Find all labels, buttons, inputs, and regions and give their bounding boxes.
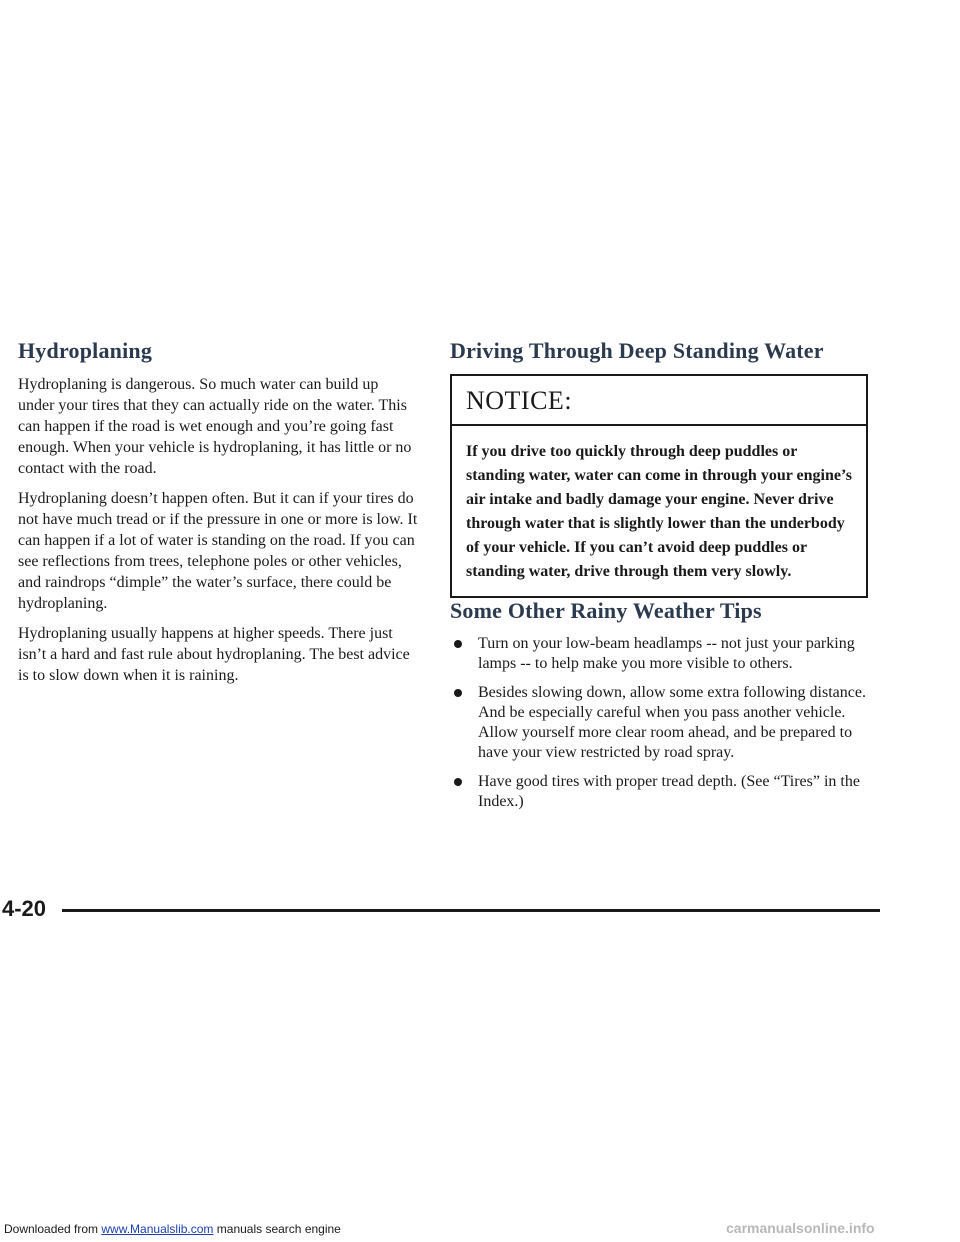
- hydroplaning-heading: Hydroplaning: [18, 338, 153, 363]
- list-item: [450, 772, 870, 812]
- download-suffix: manuals search engine: [213, 1222, 341, 1236]
- notice-body: If you drive too quickly through deep puddles or standing water, water can come in through your engine’s air intake and badly damage your engine. Never drive through water that is slightly lower than the underbody of your vehicle. If you can’t avoid deep puddles or standing water, drive through them very slowly.: [466, 443, 852, 580]
- download-source-line: [4, 1222, 341, 1236]
- notice-box: [450, 374, 868, 598]
- footer-rule: [62, 909, 880, 912]
- tip-text: Turn on your low-beam headlamps -- not just your parking lamps -- to help make you more visible to others.: [478, 635, 855, 672]
- bullet-icon: [454, 640, 462, 648]
- rainy-tips-heading: Some Other Rainy Weather Tips: [450, 598, 762, 623]
- page-number: 4-20: [2, 896, 47, 921]
- tip-text: Have good tires with proper tread depth. (See “Tires” in the Index.): [478, 773, 860, 810]
- tips-list: [450, 634, 870, 812]
- right-column: [450, 338, 870, 821]
- tip-text: Besides slowing down, allow some extra following distance. And be especially careful when you pass another vehicle. Allow yourself more clear room ahead, and be prepared to have your view restricted by road spray.: [478, 684, 866, 761]
- bullet-icon: [454, 778, 462, 786]
- list-item: [450, 683, 870, 763]
- notice-header: NOTICE:: [452, 376, 866, 426]
- page-footer: [0, 896, 880, 926]
- paragraph: Hydroplaning is dangerous. So much water can build up under your tires that they can actually ride on the water. This can happen if the road is wet enough and you’re going fast enough. When your vehicle is hydroplaning, it has little or no contact with the road.: [18, 376, 412, 477]
- manualslib-link[interactable]: www.Manualslib.com: [101, 1222, 214, 1236]
- list-item: [450, 634, 870, 674]
- watermark: carmanualsonline.info: [726, 1220, 875, 1236]
- deep-water-heading: Driving Through Deep Standing Water: [450, 338, 824, 363]
- paragraph: Hydroplaning usually happens at higher speeds. There just isn’t a hard and fast rule about hydroplaning. The best advice is to slow down when it is raining.: [18, 625, 410, 684]
- left-column: [18, 338, 418, 695]
- bullet-icon: [454, 689, 462, 697]
- download-prefix: Downloaded from: [4, 1222, 102, 1236]
- paragraph: Hydroplaning doesn’t happen often. But it can if your tires do not have much tread or if the pressure in one or more is low. It can happen if a lot of water is standing on the road. If you can see reflections from trees, telephone poles or other vehicles, and raindrops “dimple” the water’s surface, there could be hydroplaning.: [18, 490, 418, 612]
